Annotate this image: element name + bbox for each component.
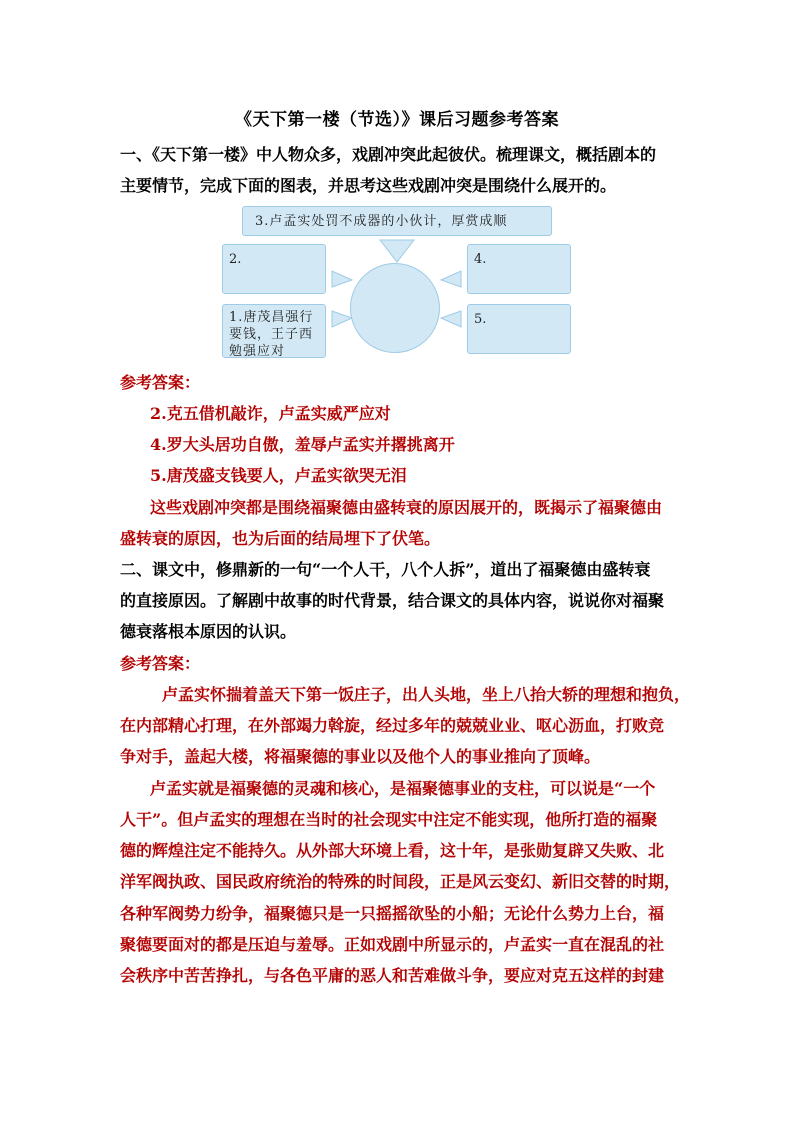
box-1-line: 1.唐茂昌强行: [229, 310, 314, 325]
arrow-lower-right: [441, 311, 461, 327]
q2-para2-line: 人干”。但卢孟实的理想在当时的社会现实中注定不能实现，他所打造的福聚: [120, 810, 658, 829]
q2-line-1: 二、课文中，修鼎新的一句“一个人干，八个人拆”，道出了福聚德由盛转衰: [120, 560, 651, 579]
q2-answer-label: 参考答案：: [120, 654, 201, 673]
q1-answer-item: 5.唐茂盛支钱要人，卢孟实欲哭无泪: [150, 466, 407, 485]
q2-line-2: 的直接原因。了解剧中故事的时代背景，结合课文的具体内容，说说你对福聚: [120, 591, 665, 610]
q2-para2-line: 会秩序中苦苦挣扎，与各色平庸的恶人和苦难做斗争，要应对克五这样的封建: [120, 966, 665, 985]
diagram-box-3: 3.卢孟实处罚不成器的小伙计，厚赏成顺: [242, 206, 552, 236]
page-title: 《天下第一楼（节选）》课后习题参考答案: [235, 110, 559, 130]
arrow-lower-left: [332, 311, 352, 327]
diagram-box-5: 5.: [467, 304, 571, 354]
box-1-line: 勉强应对: [229, 344, 286, 359]
diagram-box-1: [222, 304, 326, 358]
diagram-box-2: 2.: [222, 244, 326, 294]
q2-para1-line: 在内部精心打理，在外部竭力斡旋，经过多年的兢兢业业、呕心沥血，打败竞: [120, 716, 665, 735]
arrow-upper-right: [441, 271, 461, 287]
q2-para2-line: 聚德要面对的都是压迫与羞辱。正如戏剧中所显示的，卢孟实一直在混乱的社: [120, 935, 665, 954]
arrow-top: [380, 240, 414, 262]
q1-answer-item: 2.克五借机敲诈，卢孟实威严应对: [150, 404, 391, 423]
q2-para2-line: 洋军阀执政、国民政府统治的特殊的时间段，正是风云变幻、新旧交替的时期，: [120, 872, 681, 891]
q2-para2-line: 德的辉煌注定不能持久。从外部大环境上看，这十年，是张勋复辟又失败、北: [120, 841, 665, 860]
box-1-line: 要钱，王子西: [229, 327, 314, 342]
diagram-center-circle: [350, 263, 440, 353]
q2-para1-line: 争对手，盖起大楼，将福聚德的事业以及他个人的事业推向了顶峰。: [120, 747, 601, 766]
diagram-box-4: 4.: [467, 244, 571, 294]
arrow-upper-left: [332, 271, 352, 287]
q2-para1-line: 卢孟实怀揣着盖天下第一饭庄子，出人头地，坐上八抬大轿的理想和抱负，: [162, 685, 691, 704]
q1-summary-line: 盛转衰的原因，也为后面的结局埋下了伏笔。: [120, 529, 441, 548]
q1-answer-label: 参考答案：: [120, 373, 201, 392]
q1-line-1: 一、《天下第一楼》中人物众多，戏剧冲突此起彼伏。梳理课文，概括剧本的: [120, 145, 657, 164]
q2-para2-line: 卢孟实就是福聚德的灵魂和核心，是福聚德事业的支柱，可以说是“一个: [150, 779, 656, 798]
q1-answer-item: 4.罗大头居功自傲，羞辱卢孟实并撂挑离开: [150, 435, 455, 454]
q2-para2-line: 各种军阀势力纷争，福聚德只是一只摇摇欲坠的小船；无论什么势力上台，福: [120, 904, 665, 923]
q1-line-2: 主要情节，完成下面的图表，并思考这些戏剧冲突是围绕什么展开的。: [120, 176, 617, 195]
plot-diagram: [0, 0, 794, 370]
q1-summary-line: 这些戏剧冲突都是围绕福聚德由盛转衰的原因展开的，既揭示了福聚德由: [150, 498, 663, 517]
q2-line-3: 德衰落根本原因的认识。: [120, 622, 297, 641]
